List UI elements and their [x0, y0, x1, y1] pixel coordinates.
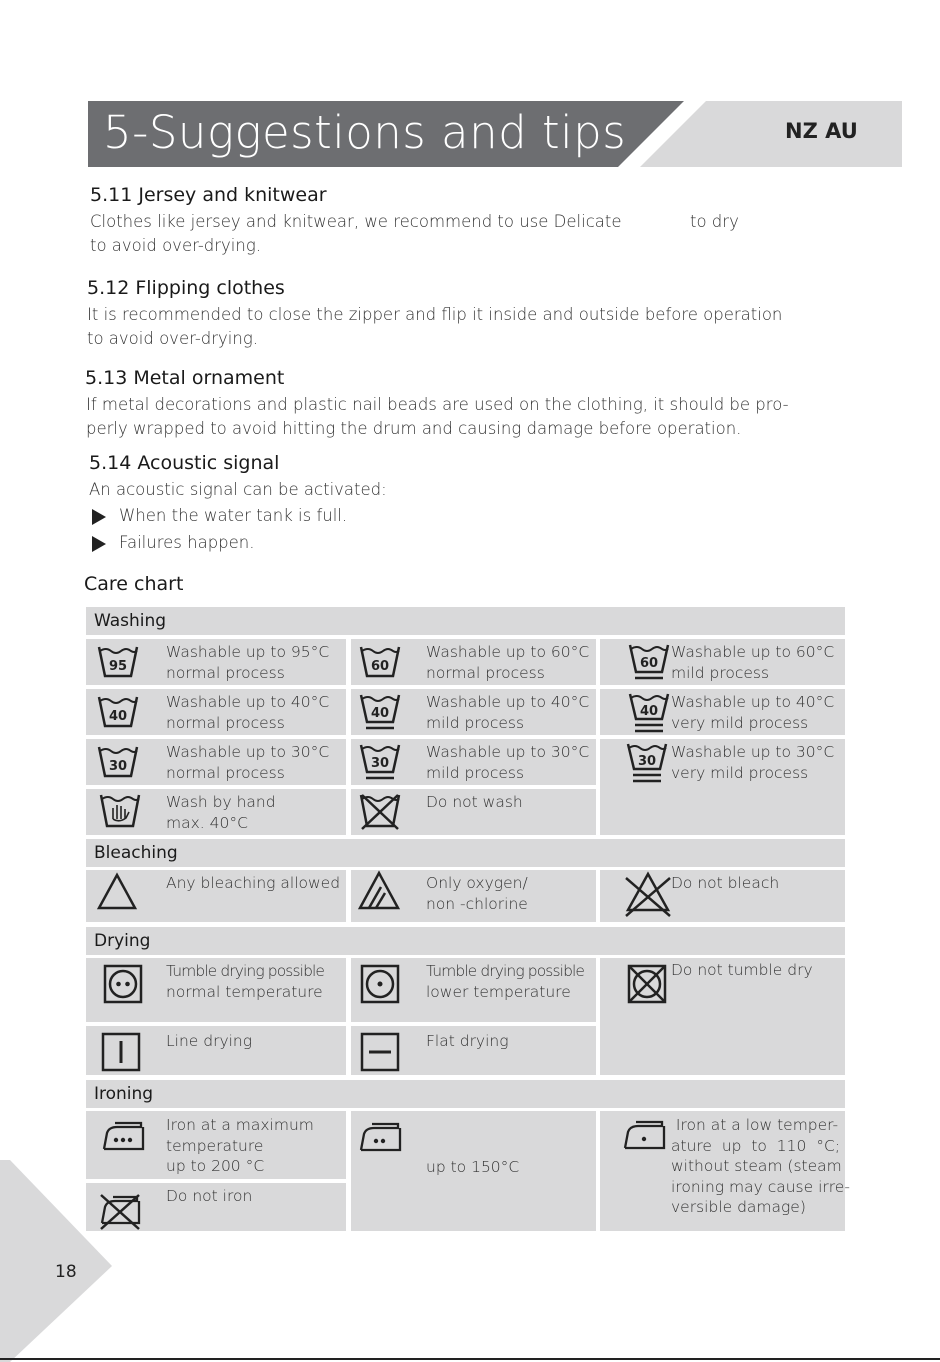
wash-tub-40-mild-icon — [358, 692, 402, 734]
section-text-5-12-line1: It is recommended to close the zipper and flip it inside and outside before operation — [87, 305, 783, 324]
flat-dry-icon — [360, 1032, 400, 1072]
svg-text:95: 95 — [108, 659, 128, 674]
bleaching-header — [86, 839, 845, 867]
bleach-allowed-icon — [96, 872, 138, 912]
tumble-dry-normal-icon — [103, 964, 143, 1004]
bottom-rule — [0, 1358, 940, 1360]
svg-text:40: 40 — [639, 704, 659, 719]
section-text-5-12-line2: to avoid over-drying. — [87, 329, 258, 348]
care-text: up to 150°C — [426, 1158, 520, 1176]
wash-tub-40-icon — [96, 693, 140, 729]
care-chart-title: Care chart — [84, 573, 184, 595]
care-text: Line drying — [166, 1032, 253, 1050]
care-text: Do not wash — [426, 793, 523, 811]
svg-text:40: 40 — [370, 706, 390, 721]
care-text: Tumble drying possible lower temperature — [426, 962, 585, 1001]
iron-medium-icon — [358, 1120, 404, 1156]
care-text: Flat drying — [426, 1032, 509, 1050]
care-text: Washable up to 60°C normal process — [426, 643, 590, 682]
section-text-5-14-intro: An acoustic signal can be activated: — [89, 480, 387, 499]
care-text: Washable up to 30°C very mild process — [671, 743, 835, 782]
svg-text:60: 60 — [639, 656, 659, 671]
bullet-arrow-icon — [92, 509, 106, 525]
care-text: Washable up to 60°C mild process — [671, 643, 835, 682]
iron-low-icon — [622, 1118, 668, 1154]
care-text: Only oxygen/ non -chlorine — [426, 874, 528, 913]
wash-tub-30-mild-icon — [358, 742, 402, 784]
drying-header — [86, 927, 845, 955]
care-text: Washable up to 95°C normal process — [166, 643, 330, 682]
svg-text:40: 40 — [108, 709, 128, 724]
page-corner-decoration — [0, 1160, 120, 1362]
wash-tub-95-icon — [96, 643, 140, 679]
care-text: Washable up to 40°C very mild process — [671, 693, 835, 732]
wash-tub-30-icon — [96, 743, 140, 779]
care-text: Washable up to 30°C mild process — [426, 743, 590, 782]
bleach-oxygen-only-icon — [357, 870, 401, 912]
section-text-5-11-line1: Clothes like jersey and knitwear, we recommend to use Delicate — [90, 212, 622, 231]
washing-header — [86, 607, 845, 635]
section-heading-5-14: 5.14 Acoustic signal — [89, 452, 280, 474]
svg-text:30: 30 — [370, 756, 390, 771]
do-not-tumble-dry-icon — [626, 963, 668, 1005]
svg-text:30: 30 — [637, 754, 657, 769]
section-text-5-13-line1: If metal decorations and plastic nail beads are used on the clothing, it should be pro- — [86, 395, 789, 414]
iron-high-icon — [101, 1119, 147, 1155]
wash-tub-60-mild-icon — [627, 642, 671, 684]
care-text: Washable up to 40°C normal process — [166, 693, 330, 732]
section-heading-5-13: 5.13 Metal ornament — [85, 367, 285, 389]
tumble-dry-low-icon — [360, 964, 400, 1004]
line-dry-icon — [101, 1032, 141, 1072]
care-text: Iron at a low temper- ature up to 110 °C; without steam (steam ironing may cause irre- versible damage) — [671, 1116, 850, 1216]
svg-text:60: 60 — [370, 659, 390, 674]
do-not-wash-icon — [358, 791, 402, 831]
care-text: Do not iron — [166, 1187, 253, 1205]
drying-label: Drying — [94, 931, 151, 951]
hand-wash-icon — [98, 791, 142, 831]
care-text: Tumble drying possible normal temperature — [166, 962, 325, 1001]
care-text: Do not tumble dry — [671, 961, 813, 979]
section-heading-5-11: 5.11 Jersey and knitwear — [90, 184, 327, 206]
care-text: Washable up to 40°C mild process — [426, 693, 590, 732]
wash-tub-30-very-mild-icon — [625, 741, 669, 785]
care-text: Iron at a maximum temperature up to 200 °C — [166, 1116, 314, 1175]
page-title: 5-Suggestions and tips — [103, 106, 627, 159]
care-text: Any bleaching allowed — [166, 874, 341, 892]
section-text-5-11-line1-end: to dry — [690, 212, 739, 231]
bullet-arrow-icon — [92, 536, 106, 552]
do-not-bleach-icon — [622, 870, 674, 920]
care-text: Washable up to 30°C normal process — [166, 743, 330, 782]
care-text: Do not bleach — [671, 874, 780, 892]
wash-tub-40-very-mild-icon — [627, 691, 671, 735]
wash-tub-60-icon — [358, 643, 402, 679]
region-tab — [640, 101, 902, 167]
section-text-5-11-line2: to avoid over-drying. — [90, 236, 261, 255]
region-label: NZ AU — [785, 119, 858, 143]
svg-text:30: 30 — [108, 759, 128, 774]
bullet-item: When the water tank is full. — [119, 506, 348, 525]
page-number: 18 — [55, 1262, 77, 1282]
ironing-header — [86, 1080, 845, 1108]
bullet-item: Failures happen. — [119, 533, 255, 552]
care-text: Wash by hand max. 40°C — [166, 793, 276, 832]
section-text-5-13-line2: perly wrapped to avoid hitting the drum and causing damage before operation. — [86, 419, 742, 438]
section-heading-5-12: 5.12 Flipping clothes — [87, 277, 285, 299]
ironing-label: Ironing — [94, 1084, 154, 1104]
washing-label: Washing — [94, 611, 167, 631]
bleaching-label: Bleaching — [94, 843, 178, 863]
